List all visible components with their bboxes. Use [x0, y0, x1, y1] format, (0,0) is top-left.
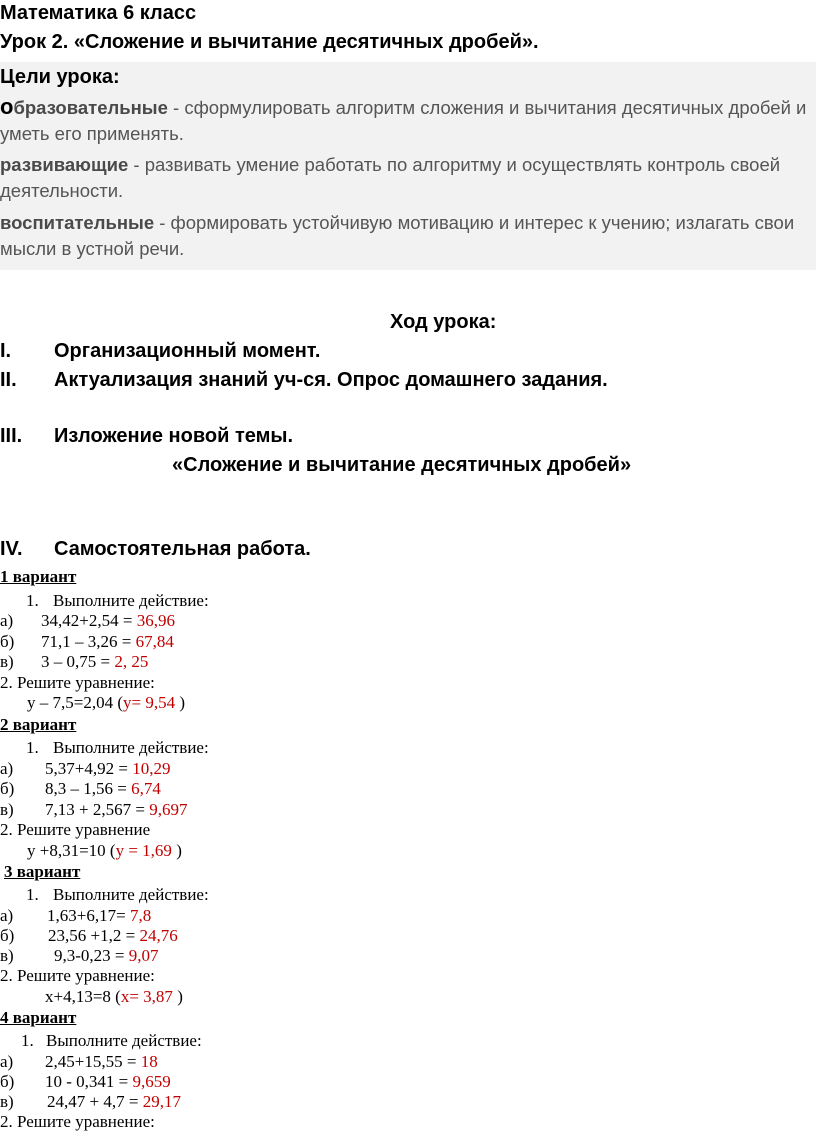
course-item-number: I. — [0, 340, 12, 362]
subject-title: Математика 6 класс — [0, 2, 197, 24]
goal-upbringing — [0, 210, 812, 262]
row-letter: в) — [0, 1092, 14, 1111]
row-expr: 7,13 + 2,567 = 9,697 — [45, 800, 188, 819]
row-expr: 23,56 +1,2 = 24,76 — [48, 926, 178, 945]
task-text: Выполните действие: — [53, 591, 209, 610]
lesson-title: Урок 2. «Сложение и вычитание десятичных дробей». — [0, 31, 539, 53]
row-expr: 2,45+15,55 = 18 — [45, 1052, 158, 1071]
row-expr: 3 – 0,75 = 2, 25 — [41, 652, 149, 671]
course-title: Ход урока: — [390, 311, 497, 333]
answer: 9,07 — [128, 946, 159, 965]
goal-key: развивающие — [0, 154, 129, 175]
goals-title: Цели урока: — [0, 66, 120, 88]
answer: 7,8 — [129, 906, 152, 925]
course-item-number: III. — [0, 425, 23, 447]
row-letter: б) — [0, 926, 15, 945]
task2-text: 2. Решите уравнение: — [0, 966, 155, 985]
row-expr: 8,3 – 1,56 = 6,74 — [45, 779, 161, 798]
row-letter: б) — [0, 779, 15, 798]
row-letter: а) — [0, 611, 14, 630]
variant-title: 1 вариант — [0, 567, 77, 586]
row-expr: 5,37+4,92 = 10,29 — [45, 759, 171, 778]
answer: 24,76 — [139, 926, 178, 945]
answer: у = 1,69 — [115, 841, 172, 860]
goal-key-first-letter: о — [0, 94, 14, 119]
task-number: 1. — [26, 591, 39, 610]
row-letter: а) — [0, 1052, 14, 1071]
course-item-text: Организационный момент. — [54, 340, 321, 362]
row-expr: 71,1 – 3,26 = 67,84 — [41, 632, 174, 651]
answer: 9,659 — [132, 1072, 171, 1091]
equation: у – 7,5=2,04 (у= 9,54 ) — [27, 693, 186, 712]
goals-block — [0, 62, 816, 270]
goal-key: воспитательные — [0, 212, 155, 233]
task-text: Выполните действие: — [53, 885, 209, 904]
goal-key: бразовательные — [13, 97, 168, 118]
goal-developing — [0, 152, 812, 204]
answer: 18 — [140, 1052, 158, 1071]
goal-educational — [0, 94, 812, 147]
equation: у +8,31=10 (у = 1,69 ) — [27, 841, 182, 860]
goal-text: - сформулировать алгоритм сложения и вычитания десятичных дробей и уметь его применять. — [0, 97, 807, 144]
task-number: 1. — [26, 738, 39, 757]
course-item-text: Изложение новой темы. — [54, 425, 294, 447]
row-expr: 9,3-0,23 = 9,07 — [54, 946, 159, 965]
row-expr: 24,47 + 4,7 = 29,17 — [47, 1092, 181, 1111]
task2-text: 2. Решите уравнение: — [0, 1112, 155, 1131]
task-number: 1. — [26, 885, 39, 904]
answer: 29,17 — [142, 1092, 181, 1111]
topic-title: «Сложение и вычитание десятичных дробей» — [172, 454, 632, 476]
answer: у= 9,54 — [123, 693, 176, 712]
row-letter: а) — [0, 906, 14, 925]
row-letter: в) — [0, 946, 14, 965]
row-letter: в) — [0, 800, 14, 819]
row-letter: в) — [0, 652, 14, 671]
task-text: Выполните действие: — [46, 1031, 202, 1050]
task-text: Выполните действие: — [53, 738, 209, 757]
goal-text: - формировать устойчивую мотивацию и интерес к учению; излагать свои мысли в устной речи. — [0, 212, 795, 259]
course-item-text: Актуализация знаний уч-ся. Опрос домашнего задания. — [54, 369, 608, 391]
row-expr: 10 - 0,341 = 9,659 — [45, 1072, 171, 1091]
course-item-text: Самостоятельная работа. — [54, 538, 311, 560]
row-letter: б) — [0, 632, 15, 651]
row-expr: 1,63+6,17= 7,8 — [47, 906, 152, 925]
course-item-number: II. — [0, 369, 17, 391]
answer: 67,84 — [135, 632, 174, 651]
row-expr: 34,42+2,54 = 36,96 — [41, 611, 175, 630]
task-number: 1. — [21, 1031, 34, 1050]
answer: 36,96 — [136, 611, 175, 630]
answer: 9,697 — [149, 800, 188, 819]
task2-text: 2. Решите уравнение — [0, 820, 151, 839]
answer: 2, 25 — [114, 652, 149, 671]
answer: 6,74 — [131, 779, 161, 798]
variant-title: 3 вариант — [4, 862, 81, 881]
answer: 10,29 — [132, 759, 171, 778]
goal-text: - развивать умение работать по алгоритму и осуществлять контроль своей деятельности. — [0, 154, 781, 201]
variant-title: 4 вариант — [0, 1008, 77, 1027]
course-item-number: IV. — [0, 538, 23, 560]
task2-text: 2. Решите уравнение: — [0, 673, 155, 692]
row-letter: б) — [0, 1072, 15, 1091]
answer: х= 3,87 — [120, 987, 173, 1006]
row-letter: а) — [0, 759, 14, 778]
equation: х+4,13=8 (х= 3,87 ) — [45, 987, 183, 1006]
variant-title: 2 вариант — [0, 715, 77, 734]
